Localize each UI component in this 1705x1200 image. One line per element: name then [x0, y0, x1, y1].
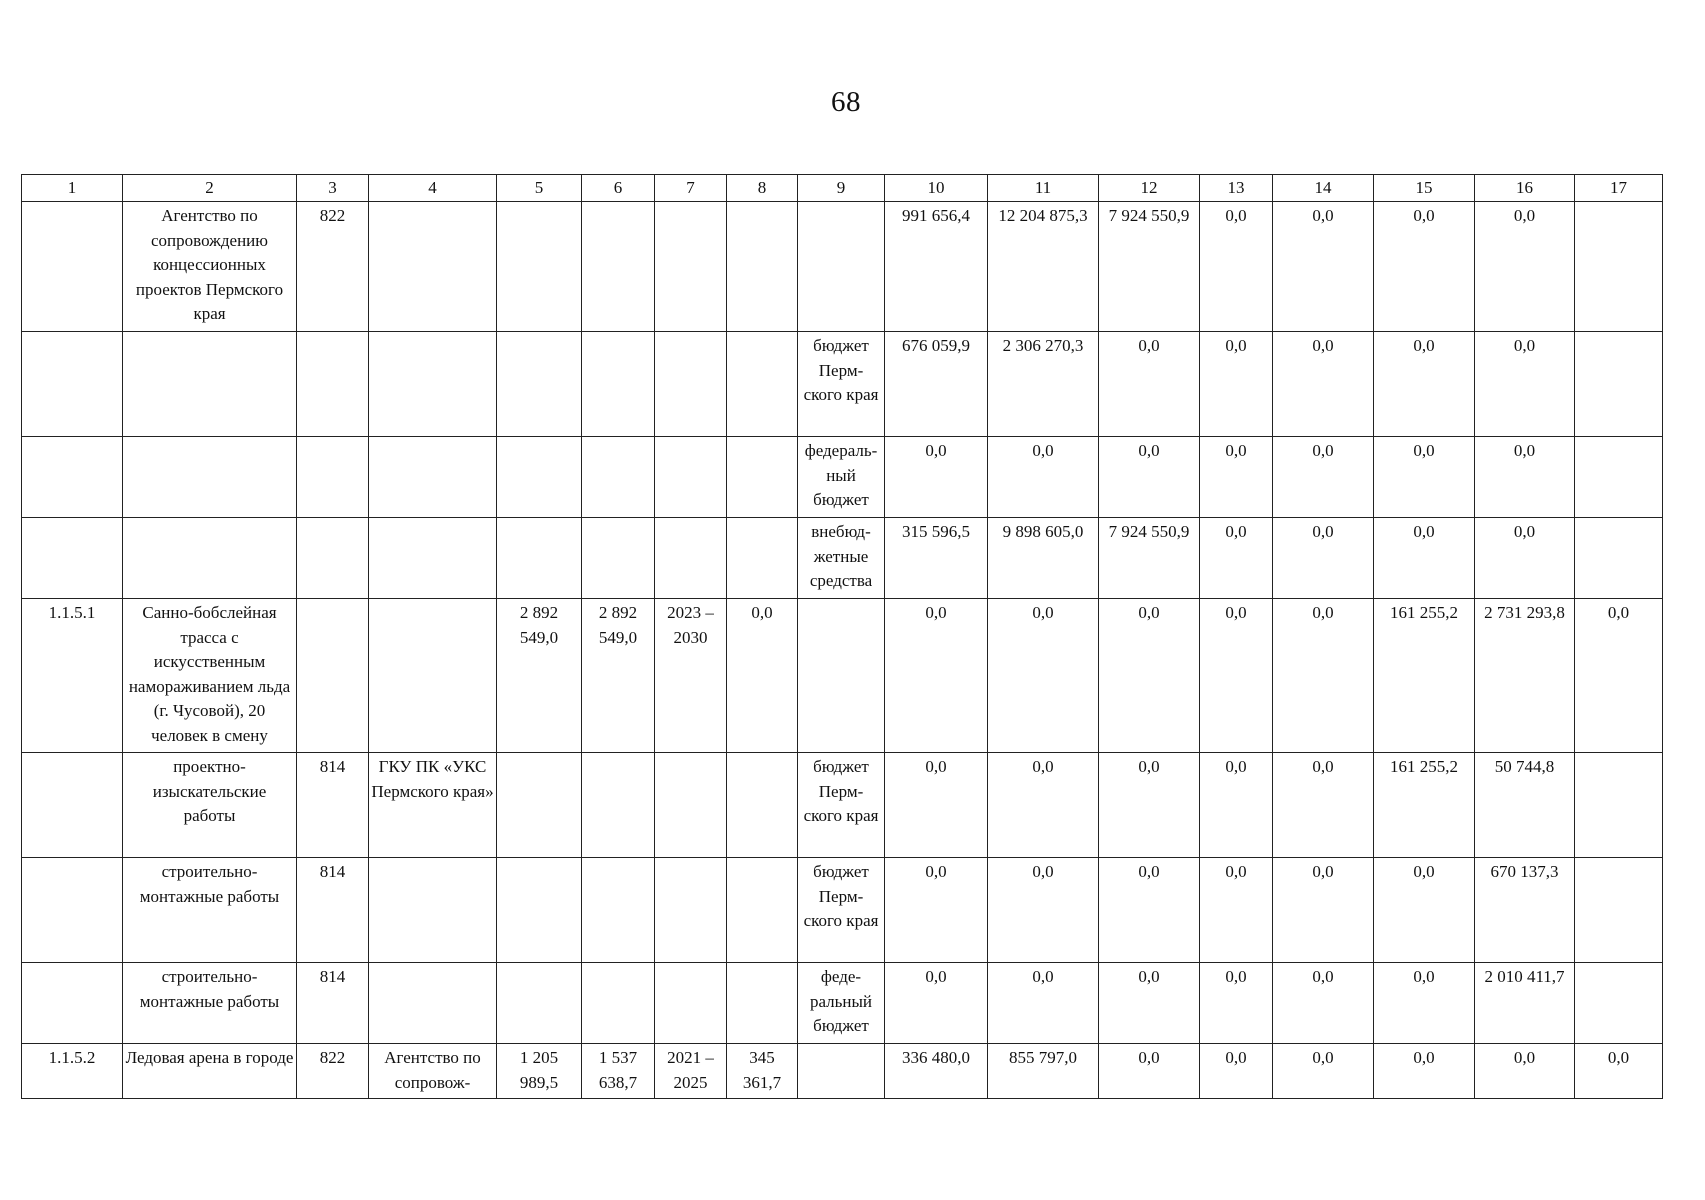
table-cell: 315 596,5: [885, 518, 988, 599]
header-cell: 14: [1273, 175, 1374, 202]
table-cell: 2 892 549,0: [497, 599, 582, 753]
table-cell: 0,0: [1475, 518, 1575, 599]
table-cell: 822: [297, 202, 369, 332]
table-cell: [1575, 753, 1663, 858]
table-cell: 0,0: [885, 963, 988, 1044]
table-cell: 814: [297, 858, 369, 963]
table-cell: [727, 753, 798, 858]
table-cell: 0,0: [988, 437, 1099, 518]
table-cell: 1.1.5.2: [22, 1044, 123, 1099]
table-cell: ГКУ ПК «УКС Пермского края»: [369, 753, 497, 858]
table-cell: бюджет Перм-ского края: [798, 858, 885, 963]
table-cell: 0,0: [1200, 963, 1273, 1044]
header-cell: 8: [727, 175, 798, 202]
table-cell: 1 537 638,7: [582, 1044, 655, 1099]
table-cell: 50 744,8: [1475, 753, 1575, 858]
table-cell: [297, 599, 369, 753]
table-row: [22, 753, 1663, 858]
table-cell: 0,0: [1200, 753, 1273, 858]
table-cell: [582, 963, 655, 1044]
table-cell: 0,0: [1099, 332, 1200, 437]
table-cell: федераль-ный бюджет: [798, 437, 885, 518]
table-cell: 0,0: [1273, 858, 1374, 963]
table-cell: [22, 518, 123, 599]
table-cell: [369, 858, 497, 963]
table-cell: [297, 518, 369, 599]
table-cell: 0,0: [1200, 332, 1273, 437]
table-cell: 0,0: [1200, 858, 1273, 963]
header-row: [22, 175, 1663, 202]
table-cell: Агентство по сопровож-: [369, 1044, 497, 1099]
table-cell: Ледовая арена в городе: [123, 1044, 297, 1099]
table-cell: [297, 332, 369, 437]
table-cell: [297, 437, 369, 518]
header-cell: 16: [1475, 175, 1575, 202]
table-cell: [655, 518, 727, 599]
table-cell: [655, 437, 727, 518]
table-cell: 1 205 989,5: [497, 1044, 582, 1099]
table-cell: 0,0: [1475, 1044, 1575, 1099]
table-cell: строительно-монтажные работы: [123, 963, 297, 1044]
table-cell: 0,0: [1475, 202, 1575, 332]
table-cell: 0,0: [1099, 858, 1200, 963]
table-cell: 0,0: [1273, 437, 1374, 518]
table-cell: 0,0: [885, 599, 988, 753]
table-row: [22, 518, 1663, 599]
table-cell: [655, 963, 727, 1044]
table-cell: 2 010 411,7: [1475, 963, 1575, 1044]
table-cell: 0,0: [1273, 1044, 1374, 1099]
table-cell: 0,0: [1200, 202, 1273, 332]
table-cell: [369, 202, 497, 332]
table-cell: 0,0: [1200, 1044, 1273, 1099]
table-cell: [1575, 332, 1663, 437]
table-cell: [22, 202, 123, 332]
table-cell: 0,0: [1374, 332, 1475, 437]
table-cell: [655, 753, 727, 858]
table-cell: Агентство по сопровождению концессионных проектов Пермского края: [123, 202, 297, 332]
table-cell: [1575, 858, 1663, 963]
table-cell: внебюд-жетные средства: [798, 518, 885, 599]
table-row: [22, 332, 1663, 437]
table-cell: 9 898 605,0: [988, 518, 1099, 599]
table-cell: 0,0: [988, 963, 1099, 1044]
header-cell: 3: [297, 175, 369, 202]
header-cell: 9: [798, 175, 885, 202]
table-cell: [22, 963, 123, 1044]
header-cell: 12: [1099, 175, 1200, 202]
table-cell: 0,0: [1099, 437, 1200, 518]
table-cell: [123, 518, 297, 599]
header-cell: 4: [369, 175, 497, 202]
table-cell: [22, 437, 123, 518]
table-cell: 0,0: [1475, 437, 1575, 518]
table-cell: 0,0: [1099, 753, 1200, 858]
table-cell: [582, 202, 655, 332]
table-cell: 0,0: [988, 753, 1099, 858]
table-cell: [655, 202, 727, 332]
table-row: [22, 599, 1663, 753]
table-row: [22, 1044, 1663, 1099]
table-cell: 670 137,3: [1475, 858, 1575, 963]
table-cell: [727, 858, 798, 963]
table-row: [22, 858, 1663, 963]
table-cell: бюджет Перм-ского края: [798, 753, 885, 858]
table-cell: 0,0: [1374, 437, 1475, 518]
table-cell: 0,0: [1374, 963, 1475, 1044]
table-cell: [655, 332, 727, 437]
table-cell: 0,0: [1099, 963, 1200, 1044]
table-row: [22, 202, 1663, 332]
table-cell: 7 924 550,9: [1099, 518, 1200, 599]
table-cell: 161 255,2: [1374, 753, 1475, 858]
table-cell: [22, 858, 123, 963]
table-cell: 0,0: [1273, 332, 1374, 437]
table-cell: 676 059,9: [885, 332, 988, 437]
table-cell: 0,0: [1374, 858, 1475, 963]
table-cell: 2021 – 2025: [655, 1044, 727, 1099]
table-cell: [497, 753, 582, 858]
table-cell: [727, 437, 798, 518]
table-cell: 0,0: [1575, 599, 1663, 753]
table-cell: 0,0: [1200, 599, 1273, 753]
table-body: [22, 175, 1663, 1099]
table-cell: 0,0: [1575, 1044, 1663, 1099]
table-cell: 1.1.5.1: [22, 599, 123, 753]
table-cell: [369, 599, 497, 753]
table-cell: 0,0: [885, 858, 988, 963]
table-cell: [1575, 437, 1663, 518]
table-cell: [369, 332, 497, 437]
table-cell: 0,0: [1273, 202, 1374, 332]
table-cell: 345 361,7: [727, 1044, 798, 1099]
table-cell: 0,0: [1200, 518, 1273, 599]
table-row: [22, 963, 1663, 1044]
table-cell: 0,0: [1200, 437, 1273, 518]
table-cell: 855 797,0: [988, 1044, 1099, 1099]
table-cell: [582, 437, 655, 518]
header-cell: 1: [22, 175, 123, 202]
table-cell: 0,0: [1273, 753, 1374, 858]
table-cell: 161 255,2: [1374, 599, 1475, 753]
table-cell: [655, 858, 727, 963]
table-cell: [497, 858, 582, 963]
table-cell: 2 306 270,3: [988, 332, 1099, 437]
table-cell: 822: [297, 1044, 369, 1099]
table-cell: 814: [297, 753, 369, 858]
table-cell: 0,0: [885, 753, 988, 858]
table-cell: [727, 518, 798, 599]
table-cell: строительно-монтажные работы: [123, 858, 297, 963]
table-row: [22, 437, 1663, 518]
table-cell: [369, 518, 497, 599]
table-cell: [1575, 963, 1663, 1044]
table-cell: [497, 518, 582, 599]
table-cell: [727, 332, 798, 437]
table-cell: [1575, 518, 1663, 599]
table-cell: [22, 332, 123, 437]
table-cell: 0,0: [885, 437, 988, 518]
table-cell: Санно-бобслейная трасса с искусственным намораживанием льда (г. Чусовой), 20 человек в смену: [123, 599, 297, 753]
table-cell: [369, 437, 497, 518]
table-cell: 0,0: [727, 599, 798, 753]
table-cell: [1575, 202, 1663, 332]
table-cell: 0,0: [1273, 599, 1374, 753]
table-cell: [582, 753, 655, 858]
table-cell: [369, 963, 497, 1044]
table-cell: 0,0: [1475, 332, 1575, 437]
table-cell: [22, 753, 123, 858]
header-cell: 2: [123, 175, 297, 202]
table-cell: 0,0: [1273, 518, 1374, 599]
table-cell: 336 480,0: [885, 1044, 988, 1099]
table-cell: [497, 963, 582, 1044]
header-cell: 7: [655, 175, 727, 202]
header-cell: 17: [1575, 175, 1663, 202]
table-cell: [727, 202, 798, 332]
table-cell: 0,0: [988, 599, 1099, 753]
table-cell: бюджет Перм-ского края: [798, 332, 885, 437]
table-cell: проектно-изыскательские работы: [123, 753, 297, 858]
table-cell: [727, 963, 798, 1044]
table-cell: 2023 – 2030: [655, 599, 727, 753]
table-cell: 7 924 550,9: [1099, 202, 1200, 332]
header-cell: 13: [1200, 175, 1273, 202]
header-cell: 15: [1374, 175, 1475, 202]
table-cell: [582, 858, 655, 963]
table-cell: 0,0: [1374, 1044, 1475, 1099]
header-cell: 6: [582, 175, 655, 202]
table-cell: 0,0: [1374, 518, 1475, 599]
table-cell: [798, 599, 885, 753]
table-cell: [123, 437, 297, 518]
table-cell: [582, 332, 655, 437]
header-cell: 11: [988, 175, 1099, 202]
table-cell: 0,0: [988, 858, 1099, 963]
table-cell: 0,0: [1099, 1044, 1200, 1099]
table-cell: 0,0: [1099, 599, 1200, 753]
header-cell: 5: [497, 175, 582, 202]
table-cell: [123, 332, 297, 437]
table-cell: [497, 332, 582, 437]
table-cell: 0,0: [1273, 963, 1374, 1044]
table-cell: [497, 202, 582, 332]
header-cell: 10: [885, 175, 988, 202]
table-cell: [582, 518, 655, 599]
page-number: 68: [831, 86, 861, 118]
table-cell: [497, 437, 582, 518]
table-cell: 991 656,4: [885, 202, 988, 332]
budget-table: [21, 174, 1663, 1099]
table-cell: [798, 202, 885, 332]
table-cell: [798, 1044, 885, 1099]
table-cell: 814: [297, 963, 369, 1044]
table-cell: 2 731 293,8: [1475, 599, 1575, 753]
table-cell: 0,0: [1374, 202, 1475, 332]
table-cell: феде-ральный бюджет: [798, 963, 885, 1044]
table-cell: 2 892 549,0: [582, 599, 655, 753]
table-cell: 12 204 875,3: [988, 202, 1099, 332]
